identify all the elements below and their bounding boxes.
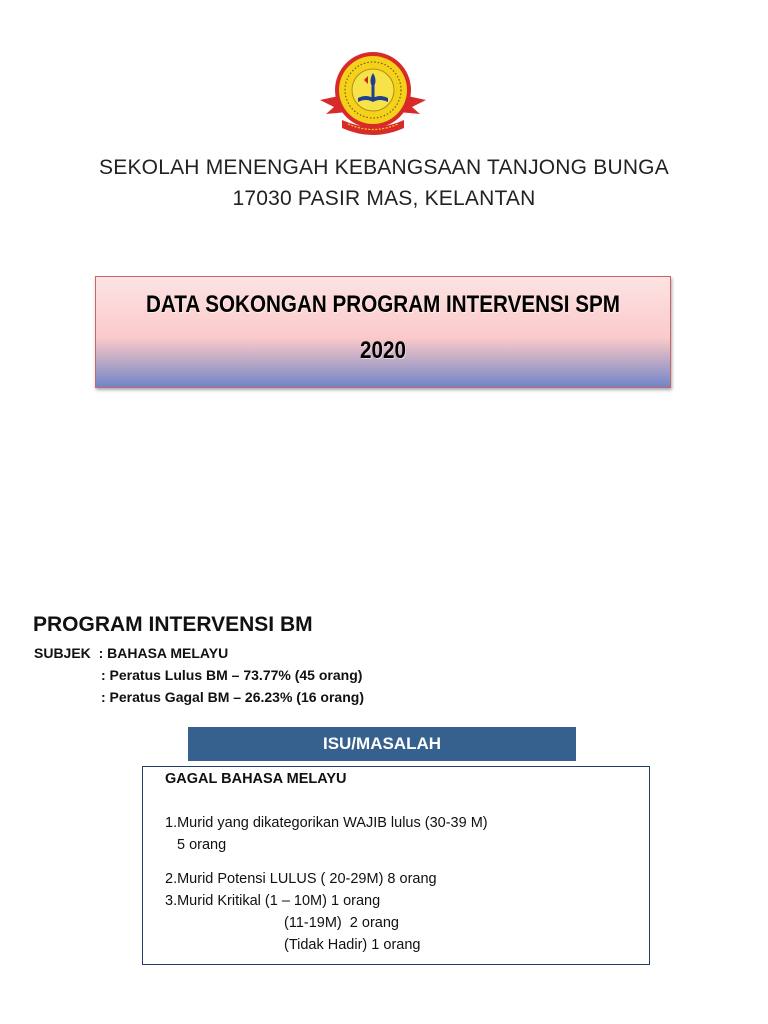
section-heading: PROGRAM INTERVENSI BM [33, 613, 313, 636]
issue-item-1: 1.Murid yang dikategorikan WAJIB lulus (30-39 M) [165, 815, 488, 831]
content-slide [0, 512, 768, 1024]
issue-heading: GAGAL BAHASA MELAYU [165, 771, 347, 787]
pass-percentage: : Peratus Lulus BM – 73.77% (45 orang) [101, 667, 363, 683]
school-address: 17030 PASIR MAS, KELANTAN [232, 187, 536, 210]
issue-banner: ISU/MASALAH [188, 727, 576, 761]
title-banner [95, 276, 671, 388]
issue-item-3-cont-2: (Tidak Hadir) 1 orang [284, 937, 421, 953]
issue-item-1-cont: 5 orang [177, 837, 227, 853]
issue-item-3-cont-1: (11-19M) 2 orang [284, 915, 399, 931]
title-line-1: DATA SOKONGAN PROGRAM INTERVENSI SPM [146, 291, 620, 318]
issue-item-3: 3.Murid Kritikal (1 – 10M) 1 orang [165, 893, 381, 909]
fail-percentage: : Peratus Gagal BM – 26.23% (16 orang) [101, 689, 364, 705]
title-line-2: 2020 [360, 337, 406, 364]
issue-item-2: 2.Murid Potensi LULUS ( 20-29M) 8 orang [165, 871, 437, 887]
school-name: SEKOLAH MENENGAH KEBANGSAAN TANJONG BUNGA [99, 156, 669, 179]
subject-label: SUBJEK : BAHASA MELAYU [34, 645, 229, 661]
school-crest-icon [318, 50, 428, 140]
issue-box [142, 766, 650, 965]
